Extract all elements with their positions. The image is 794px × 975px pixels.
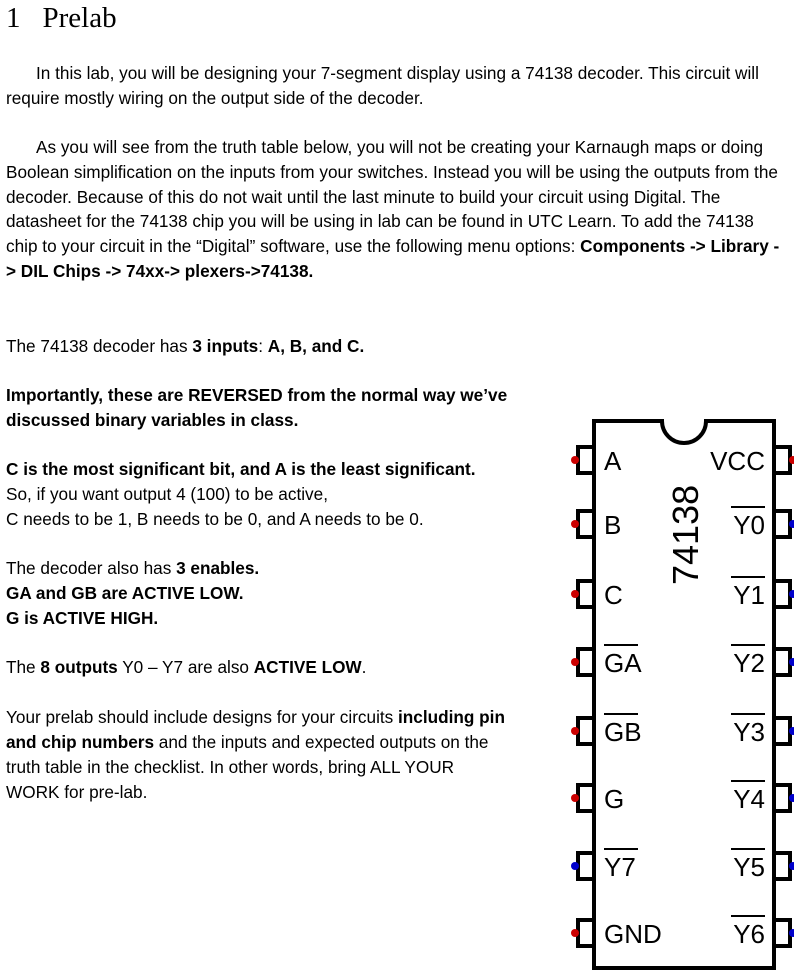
pin-gb-connector[interactable]	[571, 727, 579, 735]
example-line-1: So, if you want output 4 (100) to be active,	[6, 484, 328, 504]
chip-number-label: 74138	[665, 484, 706, 585]
enables-text: The decoder also has	[6, 558, 177, 578]
pin-gb-label: GB	[604, 717, 642, 747]
pin-g-label: G	[604, 784, 625, 814]
pin-right-5-bracket	[776, 785, 790, 811]
outputs-period: .	[361, 657, 367, 677]
pin-right-4-bracket	[776, 718, 790, 744]
pin-left-6-bracket	[578, 853, 592, 879]
pin-left-2-bracket	[578, 581, 592, 607]
pin-right-2-bracket	[776, 581, 790, 607]
pin-left-3-bracket	[578, 649, 592, 675]
pin-left-7-bracket	[578, 920, 592, 946]
pin-right-1-bracket	[776, 511, 790, 537]
pin-left-0-bracket	[578, 447, 592, 473]
section-number: 1	[6, 2, 21, 34]
reversed-text-2: discussed binary variables in class.	[6, 410, 299, 430]
pin-vcc-label: VCC	[710, 446, 765, 476]
pin-y0-label: Y0	[733, 510, 765, 540]
pin-a-connector[interactable]	[571, 456, 579, 464]
prelab-text-2: and the inputs and expected outputs on the	[154, 732, 489, 752]
pin-g-connector[interactable]	[571, 794, 579, 802]
pin-right-0-bracket	[776, 447, 790, 473]
pin-y2-label: Y2	[733, 648, 765, 678]
prelab-bold-1: including pin	[398, 707, 505, 727]
outputs-count: 8 outputs	[40, 657, 118, 677]
pin-c-label: C	[604, 580, 623, 610]
ga-gb-text: GA and GB are ACTIVE LOW.	[6, 583, 244, 603]
outputs-text-b: Y0 – Y7 are also	[117, 657, 254, 677]
prelab-line-3: truth table in the checklist. In other words, bring ALL YOUR	[6, 757, 455, 777]
section-title: Prelab	[42, 2, 117, 34]
intro-paragraph: In this lab, you will be designing your 7-segment display using a 74138 decoder. This circuit will require mostly wiring on the output side of the decoder.	[6, 63, 759, 108]
pin-y5-label: Y5	[733, 852, 765, 882]
pin-b-connector[interactable]	[571, 520, 579, 528]
pin-a-label: A	[604, 446, 622, 476]
example-line-2: C needs to be 1, B needs to be 0, and A needs to be 0.	[6, 509, 424, 529]
pin-left-4-bracket	[578, 718, 592, 744]
reversed-text-1: Importantly, these are REVERSED from the normal way we’ve	[6, 385, 508, 405]
pin-right-7-bracket	[776, 920, 790, 946]
inputs-count: 3 inputs	[192, 336, 259, 356]
pin-ga-connector[interactable]	[571, 658, 579, 666]
pin-y7-connector[interactable]	[571, 862, 579, 870]
pin-ga-label: GA	[604, 648, 642, 678]
pin-y7-label: Y7	[604, 852, 636, 882]
pin-gnd-connector[interactable]	[571, 929, 579, 937]
g-text: G is ACTIVE HIGH.	[6, 608, 159, 628]
instructions-text: As you will see from the truth table below, you will not be creating your Karnaugh maps or doing Boolean simplification on the inputs from your switches. Instead you will be using the outputs from the decoder. Because of this do not wait until the last minute to build your circuit using Digital. The datasheet for the 74138 chip you will be using in lab can be found in UTC Learn. To add the 74138 chip to your circuit in the “Digital” software, use the following menu options:	[6, 137, 778, 257]
prelab-bold-2: and chip numbers	[6, 732, 155, 752]
menu-path: Components -> Library -> DIL Chips -> 74xx-> plexers->74138.	[6, 236, 780, 281]
pin-gnd-label: GND	[604, 919, 662, 949]
pin-right-3-bracket	[776, 649, 790, 675]
pin-c-connector[interactable]	[571, 590, 579, 598]
prelab-text-1: Your prelab should include designs for your circuits	[6, 707, 399, 727]
pin-y3-label: Y3	[733, 717, 765, 747]
pin-y6-label: Y6	[733, 919, 765, 949]
inputs-colon: :	[258, 336, 268, 356]
pin-left-5-bracket	[578, 785, 592, 811]
msb-text: C is the most significant bit, and A is the least significant.	[6, 459, 476, 479]
outputs-active-low: ACTIVE LOW	[253, 657, 362, 677]
inputs-text: The 74138 decoder has	[6, 336, 193, 356]
pin-y1-label: Y1	[733, 580, 765, 610]
outputs-text-a: The	[6, 657, 41, 677]
enables-count: 3 enables.	[176, 558, 260, 578]
inputs-names: A, B, and C.	[267, 336, 365, 356]
pin-right-6-bracket	[776, 853, 790, 879]
pin-y4-label: Y4	[733, 784, 765, 814]
pin-left-1-bracket	[578, 511, 592, 537]
pin-b-label: B	[604, 510, 622, 540]
prelab-line-4: WORK for pre-lab.	[6, 782, 148, 802]
